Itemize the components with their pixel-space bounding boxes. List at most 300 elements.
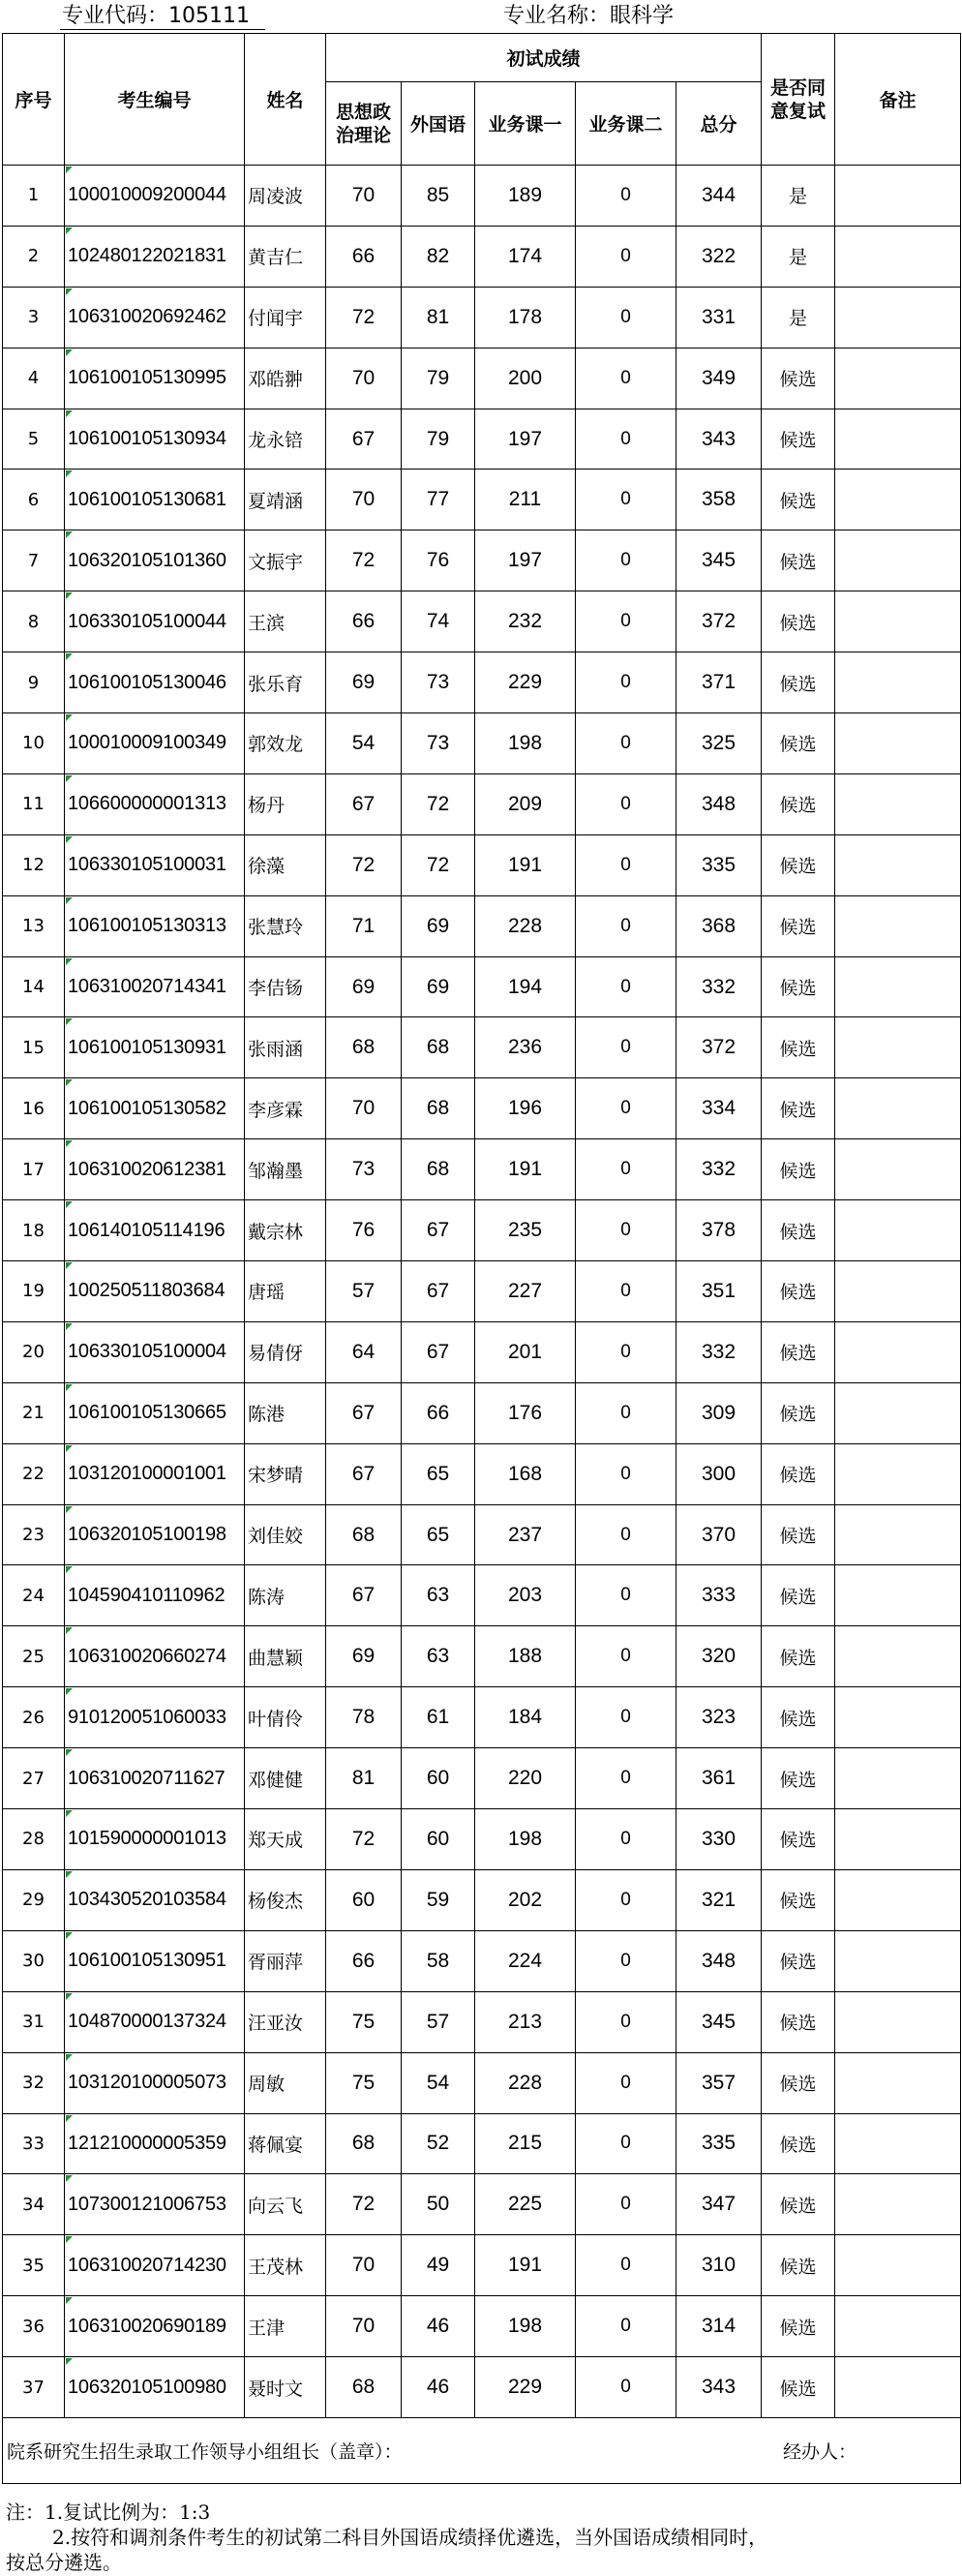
cell-politics: 57 <box>326 1261 402 1322</box>
cell-foreign-lang: 69 <box>402 895 475 956</box>
cell-politics: 68 <box>326 1017 402 1078</box>
cell-total: 321 <box>676 1869 762 1930</box>
cell-course1: 174 <box>475 226 576 287</box>
cell-politics: 72 <box>326 1809 402 1870</box>
cell-foreign-lang: 79 <box>402 348 475 409</box>
cell-name: 王津 <box>245 2296 326 2357</box>
cell-course2: 0 <box>576 470 676 530</box>
cell-politics: 72 <box>326 287 402 348</box>
cell-course2: 0 <box>576 713 676 774</box>
cell-total: 361 <box>676 1748 762 1809</box>
cell-remarks <box>835 1382 961 1443</box>
cell-name: 周敏 <box>245 2052 326 2113</box>
cell-politics: 70 <box>326 1078 402 1139</box>
cell-politics: 64 <box>326 1321 402 1382</box>
cell-course2: 0 <box>576 1017 676 1078</box>
cell-remarks <box>835 287 961 348</box>
cell-total: 371 <box>676 652 762 713</box>
table-row <box>3 713 961 774</box>
cell-foreign-lang: 54 <box>402 2052 475 2113</box>
cell-foreign-lang: 61 <box>402 1687 475 1748</box>
cell-exam-id: 106310020692462 <box>65 287 245 348</box>
cell-foreign-lang: 58 <box>402 1930 475 1991</box>
cell-index: 20 <box>3 1321 65 1382</box>
cell-remarks <box>835 713 961 774</box>
cell-politics: 67 <box>326 1443 402 1504</box>
cell-politics: 60 <box>326 1869 402 1930</box>
cell-foreign-lang: 65 <box>402 1504 475 1565</box>
cell-course1: 215 <box>475 2113 576 2174</box>
col-header-prelim-group: 初试成绩 <box>326 34 762 82</box>
cell-name: 汪亚汝 <box>245 1991 326 2052</box>
cell-course1: 203 <box>475 1565 576 1626</box>
table-row <box>3 1017 961 1078</box>
cell-exam-id: 106100105130931 <box>65 1017 245 1078</box>
cell-foreign-lang: 68 <box>402 1139 475 1200</box>
cell-foreign-lang: 72 <box>402 834 475 895</box>
cell-course1: 194 <box>475 956 576 1017</box>
cell-course1: 198 <box>475 1809 576 1870</box>
cell-index: 8 <box>3 591 65 652</box>
note-selection-rule-line1: 2.按符和调剂条件考生的初试第二科目外国语成绩择优遴选，当外国语成绩相同时， <box>52 2526 768 2549</box>
cell-foreign-lang: 52 <box>402 2113 475 2174</box>
cell-agree-retest: 候选 <box>762 1504 835 1565</box>
cell-remarks <box>835 470 961 530</box>
cell-index: 12 <box>3 834 65 895</box>
cell-course2: 0 <box>576 1443 676 1504</box>
cell-exam-id: 106310020711627 <box>65 1748 245 1809</box>
cell-total: 320 <box>676 1626 762 1687</box>
cell-remarks <box>835 530 961 591</box>
cell-index: 6 <box>3 470 65 530</box>
cell-remarks <box>835 2052 961 2113</box>
col-header-index: 序号 <box>3 34 65 166</box>
cell-index: 33 <box>3 2113 65 2174</box>
cell-total: 348 <box>676 773 762 834</box>
cell-exam-id: 106100105130681 <box>65 470 245 530</box>
cell-exam-id: 106320105101360 <box>65 530 245 591</box>
cell-exam-id: 106600000001313 <box>65 773 245 834</box>
cell-remarks <box>835 1261 961 1322</box>
cell-course1: 178 <box>475 287 576 348</box>
cell-politics: 69 <box>326 956 402 1017</box>
cell-foreign-lang: 59 <box>402 1869 475 1930</box>
cell-total: 309 <box>676 1382 762 1443</box>
cell-course1: 196 <box>475 1078 576 1139</box>
cell-course1: 224 <box>475 1930 576 1991</box>
cell-total: 325 <box>676 713 762 774</box>
cell-course2: 0 <box>576 1991 676 2052</box>
cell-name: 易倩伢 <box>245 1321 326 1382</box>
cell-total: 343 <box>676 2357 762 2418</box>
cell-remarks <box>835 1748 961 1809</box>
cell-name: 刘佳姣 <box>245 1504 326 1565</box>
cell-index: 31 <box>3 1991 65 2052</box>
cell-exam-id: 106100105130995 <box>65 348 245 409</box>
table-row <box>3 1200 961 1261</box>
cell-course2: 0 <box>576 1687 676 1748</box>
cell-agree-retest: 是 <box>762 287 835 348</box>
cell-remarks <box>835 1017 961 1078</box>
cell-total: 331 <box>676 287 762 348</box>
cell-exam-id: 107300121006753 <box>65 2174 245 2235</box>
cell-foreign-lang: 49 <box>402 2235 475 2296</box>
cell-course1: 200 <box>475 348 576 409</box>
cell-course2: 0 <box>576 1809 676 1870</box>
table-row <box>3 1261 961 1322</box>
cell-course2: 0 <box>576 1261 676 1322</box>
cell-foreign-lang: 46 <box>402 2357 475 2418</box>
cell-course2: 0 <box>576 1200 676 1261</box>
cell-index: 21 <box>3 1382 65 1443</box>
cell-index: 32 <box>3 2052 65 2113</box>
cell-name: 邓健健 <box>245 1748 326 1809</box>
cell-total: 300 <box>676 1443 762 1504</box>
cell-politics: 69 <box>326 652 402 713</box>
table-row <box>3 1139 961 1200</box>
cell-total: 349 <box>676 348 762 409</box>
cell-course2: 0 <box>576 2296 676 2357</box>
table-row <box>3 1809 961 1870</box>
cell-remarks <box>835 1443 961 1504</box>
table-row <box>3 1991 961 2052</box>
cell-course2: 0 <box>576 1626 676 1687</box>
cell-course2: 0 <box>576 591 676 652</box>
cell-agree-retest: 候选 <box>762 1809 835 1870</box>
cell-politics: 76 <box>326 1200 402 1261</box>
cell-politics: 78 <box>326 1687 402 1748</box>
cell-exam-id: 100250511803684 <box>65 1261 245 1322</box>
cell-politics: 75 <box>326 1991 402 2052</box>
cell-total: 335 <box>676 2113 762 2174</box>
cell-total: 345 <box>676 530 762 591</box>
cell-course2: 0 <box>576 409 676 470</box>
cell-name: 王茂林 <box>245 2235 326 2296</box>
cell-exam-id: 106100105130313 <box>65 895 245 956</box>
cell-index: 37 <box>3 2357 65 2418</box>
cell-name: 文振宇 <box>245 530 326 591</box>
cell-name: 邓皓翀 <box>245 348 326 409</box>
cell-remarks <box>835 1200 961 1261</box>
cell-total: 345 <box>676 1991 762 2052</box>
cell-exam-id: 106140105114196 <box>65 1200 245 1261</box>
cell-foreign-lang: 82 <box>402 226 475 287</box>
cell-remarks <box>835 1565 961 1626</box>
cell-politics: 70 <box>326 470 402 530</box>
cell-name: 王滨 <box>245 591 326 652</box>
cell-remarks <box>835 895 961 956</box>
cell-name: 夏靖涵 <box>245 470 326 530</box>
cell-agree-retest: 候选 <box>762 1200 835 1261</box>
cell-exam-id: 103430520103584 <box>65 1869 245 1930</box>
cell-course2: 0 <box>576 166 676 227</box>
cell-remarks <box>835 2357 961 2418</box>
cell-index: 24 <box>3 1565 65 1626</box>
cell-course1: 184 <box>475 1687 576 1748</box>
cell-course1: 229 <box>475 652 576 713</box>
score-rows <box>3 166 961 2418</box>
cell-course1: 176 <box>475 1382 576 1443</box>
cell-course2: 0 <box>576 1078 676 1139</box>
table-row <box>3 1504 961 1565</box>
col-header-total: 总分 <box>676 82 762 166</box>
cell-exam-id: 100010009100349 <box>65 713 245 774</box>
cell-agree-retest: 候选 <box>762 834 835 895</box>
cell-total: 333 <box>676 1565 762 1626</box>
cell-remarks <box>835 1930 961 1991</box>
cell-name: 郑天成 <box>245 1809 326 1870</box>
cell-agree-retest: 候选 <box>762 2296 835 2357</box>
cell-name: 李佶钖 <box>245 956 326 1017</box>
table-row <box>3 287 961 348</box>
cell-total: 378 <box>676 1200 762 1261</box>
cell-foreign-lang: 67 <box>402 1261 475 1322</box>
cell-exam-id: 106320105100980 <box>65 2357 245 2418</box>
cell-politics: 70 <box>326 348 402 409</box>
cell-name: 邹瀚墨 <box>245 1139 326 1200</box>
cell-total: 372 <box>676 1017 762 1078</box>
cell-remarks <box>835 226 961 287</box>
cell-index: 26 <box>3 1687 65 1748</box>
cell-index: 17 <box>3 1139 65 1200</box>
cell-remarks <box>835 348 961 409</box>
cell-politics: 67 <box>326 1565 402 1626</box>
cell-exam-id: 106100105130582 <box>65 1078 245 1139</box>
cell-politics: 54 <box>326 713 402 774</box>
cell-politics: 81 <box>326 1748 402 1809</box>
cell-course2: 0 <box>576 1139 676 1200</box>
table-row <box>3 773 961 834</box>
cell-foreign-lang: 57 <box>402 1991 475 2052</box>
cell-politics: 69 <box>326 1626 402 1687</box>
cell-exam-id: 101590000001013 <box>65 1809 245 1870</box>
cell-foreign-lang: 81 <box>402 287 475 348</box>
table-row <box>3 2113 961 2174</box>
table-row <box>3 591 961 652</box>
cell-remarks <box>835 1809 961 1870</box>
cell-name: 叶倩伶 <box>245 1687 326 1748</box>
major-name: 专业名称：眼科学 <box>503 4 675 28</box>
cell-remarks <box>835 2235 961 2296</box>
cell-index: 25 <box>3 1626 65 1687</box>
cell-total: 314 <box>676 2296 762 2357</box>
cell-politics: 70 <box>326 166 402 227</box>
cell-name: 张雨涵 <box>245 1017 326 1078</box>
cell-course1: 209 <box>475 773 576 834</box>
table-row <box>3 2174 961 2235</box>
cell-remarks <box>835 1139 961 1200</box>
cell-course1: 191 <box>475 834 576 895</box>
cell-exam-id: 102480122021831 <box>65 226 245 287</box>
cell-name: 李彦霖 <box>245 1078 326 1139</box>
cell-total: 372 <box>676 591 762 652</box>
cell-index: 34 <box>3 2174 65 2235</box>
table-row <box>3 1321 961 1382</box>
cell-remarks <box>835 1504 961 1565</box>
cell-foreign-lang: 67 <box>402 1321 475 1382</box>
cell-course2: 0 <box>576 226 676 287</box>
cell-foreign-lang: 85 <box>402 166 475 227</box>
cell-index: 30 <box>3 1930 65 1991</box>
cell-name: 向云飞 <box>245 2174 326 2235</box>
cell-course1: 198 <box>475 713 576 774</box>
cell-course2: 0 <box>576 348 676 409</box>
cell-index: 3 <box>3 287 65 348</box>
cell-course2: 0 <box>576 287 676 348</box>
cell-course2: 0 <box>576 1565 676 1626</box>
cell-course2: 0 <box>576 2174 676 2235</box>
cell-total: 368 <box>676 895 762 956</box>
cell-remarks <box>835 1626 961 1687</box>
cell-exam-id: 104590410110962 <box>65 1565 245 1626</box>
col-header-remarks: 备注 <box>835 34 961 166</box>
cell-index: 1 <box>3 166 65 227</box>
table-row <box>3 2357 961 2418</box>
cell-course2: 0 <box>576 1321 676 1382</box>
cell-name: 聂时文 <box>245 2357 326 2418</box>
cell-total: 332 <box>676 956 762 1017</box>
cell-course1: 197 <box>475 530 576 591</box>
cell-name: 张慧玲 <box>245 895 326 956</box>
cell-politics: 68 <box>326 2357 402 2418</box>
cell-total: 358 <box>676 470 762 530</box>
cell-course1: 168 <box>475 1443 576 1504</box>
cell-agree-retest: 候选 <box>762 1748 835 1809</box>
cell-agree-retest: 候选 <box>762 1443 835 1504</box>
cell-politics: 70 <box>326 2296 402 2357</box>
cell-name: 付闻宇 <box>245 287 326 348</box>
cell-index: 35 <box>3 2235 65 2296</box>
cell-politics: 68 <box>326 1504 402 1565</box>
page-header <box>0 0 962 33</box>
signature-cell <box>3 2417 961 2483</box>
cell-agree-retest: 候选 <box>762 530 835 591</box>
cell-course2: 0 <box>576 773 676 834</box>
cell-course1: 228 <box>475 2052 576 2113</box>
cell-politics: 70 <box>326 2235 402 2296</box>
cell-course2: 0 <box>576 895 676 956</box>
cell-index: 19 <box>3 1261 65 1322</box>
cell-remarks <box>835 956 961 1017</box>
cell-course1: 228 <box>475 895 576 956</box>
cell-remarks <box>835 2113 961 2174</box>
cell-remarks <box>835 1321 961 1382</box>
cell-remarks <box>835 166 961 227</box>
cell-politics: 66 <box>326 226 402 287</box>
cell-politics: 75 <box>326 2052 402 2113</box>
cell-course1: 213 <box>475 1991 576 2052</box>
cell-agree-retest: 候选 <box>762 470 835 530</box>
cell-agree-retest: 是 <box>762 226 835 287</box>
cell-agree-retest: 候选 <box>762 591 835 652</box>
table-row <box>3 1382 961 1443</box>
table-row <box>3 1626 961 1687</box>
cell-politics: 73 <box>326 1139 402 1200</box>
cell-foreign-lang: 63 <box>402 1565 475 1626</box>
cell-politics: 72 <box>326 530 402 591</box>
table-row <box>3 348 961 409</box>
cell-name: 杨俊杰 <box>245 1869 326 1930</box>
cell-index: 13 <box>3 895 65 956</box>
cell-foreign-lang: 77 <box>402 470 475 530</box>
cell-exam-id: 106310020660274 <box>65 1626 245 1687</box>
col-header-course2: 业务课二 <box>576 82 676 166</box>
cell-index: 10 <box>3 713 65 774</box>
cell-course1: 188 <box>475 1626 576 1687</box>
cell-course1: 232 <box>475 591 576 652</box>
cell-index: 27 <box>3 1748 65 1809</box>
cell-index: 16 <box>3 1078 65 1139</box>
table-row <box>3 166 961 227</box>
cell-remarks <box>835 591 961 652</box>
cell-exam-id: 106100105130951 <box>65 1930 245 1991</box>
cell-politics: 71 <box>326 895 402 956</box>
cell-course1: 225 <box>475 2174 576 2235</box>
cell-course2: 0 <box>576 2235 676 2296</box>
cell-agree-retest: 候选 <box>762 2052 835 2113</box>
cell-course1: 229 <box>475 2357 576 2418</box>
cell-name: 黄吉仁 <box>245 226 326 287</box>
table-row <box>3 834 961 895</box>
cell-course2: 0 <box>576 1930 676 1991</box>
cell-exam-id: 106100105130934 <box>65 409 245 470</box>
table-row <box>3 1565 961 1626</box>
cell-exam-id: 106330105100044 <box>65 591 245 652</box>
table-row <box>3 1869 961 1930</box>
cell-total: 334 <box>676 1078 762 1139</box>
cell-course2: 0 <box>576 1504 676 1565</box>
cell-foreign-lang: 72 <box>402 773 475 834</box>
cell-index: 4 <box>3 348 65 409</box>
cell-index: 2 <box>3 226 65 287</box>
cell-agree-retest: 候选 <box>762 652 835 713</box>
cell-course2: 0 <box>576 2052 676 2113</box>
cell-foreign-lang: 69 <box>402 956 475 1017</box>
cell-remarks <box>835 2174 961 2235</box>
cell-agree-retest: 候选 <box>762 1382 835 1443</box>
cell-foreign-lang: 68 <box>402 1078 475 1139</box>
cell-index: 22 <box>3 1443 65 1504</box>
cell-course1: 191 <box>475 1139 576 1200</box>
table-row <box>3 956 961 1017</box>
cell-exam-id: 106330105100031 <box>65 834 245 895</box>
table-row <box>3 1078 961 1139</box>
cell-exam-id: 106330105100004 <box>65 1321 245 1382</box>
note-selection-rule-line2: 按总分遴选。 <box>6 2551 122 2574</box>
cell-foreign-lang: 65 <box>402 1443 475 1504</box>
cell-foreign-lang: 73 <box>402 713 475 774</box>
cell-total: 370 <box>676 1504 762 1565</box>
cell-course2: 0 <box>576 2357 676 2418</box>
cell-exam-id: 106310020690189 <box>65 2296 245 2357</box>
cell-politics: 72 <box>326 2174 402 2235</box>
cell-politics: 66 <box>326 1930 402 1991</box>
table-row <box>3 1930 961 1991</box>
cell-agree-retest: 候选 <box>762 1017 835 1078</box>
cell-index: 9 <box>3 652 65 713</box>
cell-exam-id: 106100105130046 <box>65 652 245 713</box>
cell-name: 蒋佩宴 <box>245 2113 326 2174</box>
cell-total: 330 <box>676 1809 762 1870</box>
cell-politics: 66 <box>326 591 402 652</box>
cell-agree-retest: 候选 <box>762 2174 835 2235</box>
handler-signature-label: 经办人： <box>783 2440 857 2463</box>
cell-course1: 235 <box>475 1200 576 1261</box>
table-row <box>3 530 961 591</box>
cell-exam-id: 106100105130665 <box>65 1382 245 1443</box>
table-row <box>3 2052 961 2113</box>
cell-course1: 191 <box>475 2235 576 2296</box>
